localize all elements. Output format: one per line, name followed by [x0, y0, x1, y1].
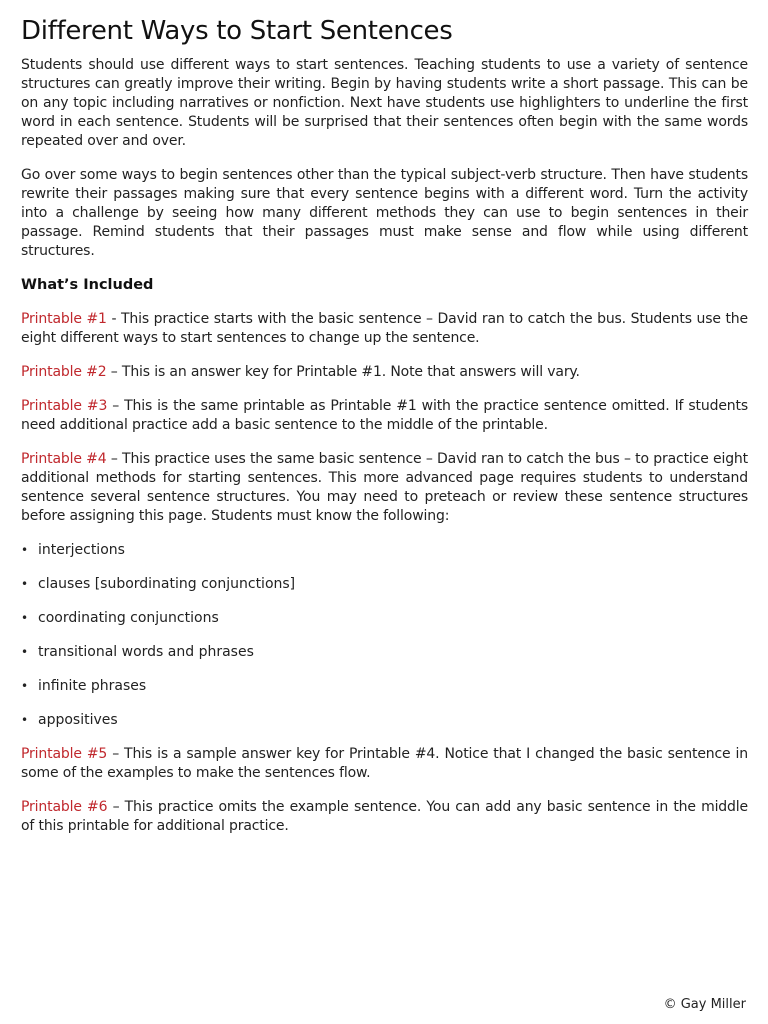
- intro-paragraph-1: Students should use different ways to start sentences. Teaching students to use a variety of sentence structures can greatly improve their writing. Begin by having students write a short passage. This can be on any topic including narratives or nonfiction. Next have students use highlighters to underline the first word in each sentence. Students will be surprised that their sentences often begin with the same words repeated over and over.: [21, 57, 748, 149]
- printable-2-paragraph: [21, 363, 748, 382]
- printable-2-label: Printable #2: [21, 364, 107, 380]
- list-item-text: interjections: [38, 542, 125, 558]
- printable-4-text: – This practice uses the same basic sentence – David ran to catch the bus – to practice eight additional methods for starting sentences. This more advanced page requires students to understand sentence several sentence structures. You may need to preteach or review these sentence structures before assigning this page. Students must know the following:: [21, 451, 748, 524]
- printable-1-text: - This practice starts with the basic sentence – David ran to catch the bus. Students use the eight different ways to start sentences to change up the sentence.: [21, 311, 748, 346]
- section-heading-whats-included: What’s Included: [21, 277, 154, 293]
- bullet-icon: •: [21, 543, 29, 557]
- bullet-icon: •: [21, 645, 29, 659]
- printable-3-label: Printable #3: [21, 398, 108, 414]
- list-item: [21, 711, 748, 730]
- list-item: [21, 643, 748, 662]
- list-item: [21, 541, 748, 560]
- page-title: Different Ways to Start Sentences: [21, 16, 453, 46]
- printable-3-text: – This is the same printable as Printable #1 with the practice sentence omitted. If students need additional practice add a basic sentence to the middle of the printable.: [21, 398, 748, 433]
- bullet-icon: •: [21, 577, 29, 591]
- printable-6-text: – This practice omits the example sentence. You can add any basic sentence in the middle of this printable for additional practice.: [21, 799, 748, 834]
- printable-1-label: Printable #1: [21, 311, 107, 327]
- printable-5-label: Printable #5: [21, 746, 108, 762]
- printable-6-label: Printable #6: [21, 799, 108, 815]
- list-item: [21, 677, 748, 696]
- printable-4-paragraph: [21, 450, 748, 526]
- list-item-text: clauses [subordinating conjunctions]: [38, 576, 296, 592]
- copyright-footer: © Gay Miller: [663, 997, 746, 1012]
- printable-5-text: – This is a sample answer key for Printable #4. Notice that I changed the basic sentence in some of the examples to make the sentences flow.: [21, 746, 748, 781]
- printable-3-paragraph: [21, 397, 748, 435]
- list-item: [21, 609, 748, 628]
- list-item-text: infinite phrases: [38, 678, 147, 694]
- printable-4-label: Printable #4: [21, 451, 107, 467]
- printable-5-paragraph: [21, 745, 748, 783]
- sentence-structure-list: [21, 541, 748, 730]
- printable-2-text: – This is an answer key for Printable #1. Note that answers will vary.: [106, 364, 580, 380]
- list-item: [21, 575, 748, 594]
- intro-paragraph-2: Go over some ways to begin sentences other than the typical subject-verb structure. Then have students rewrite their passages making sure that every sentence begins with a different word. Turn the activity into a challenge by seeing how many different methods they can use to begin sentences in their passage. Remind students that their passages must make sense and flow while using different structures.: [21, 167, 748, 259]
- list-item-text: coordinating conjunctions: [38, 610, 219, 626]
- bullet-icon: •: [21, 679, 29, 693]
- bullet-icon: •: [21, 713, 29, 727]
- printable-6-paragraph: [21, 798, 748, 836]
- list-item-text: transitional words and phrases: [38, 644, 254, 660]
- printable-1-paragraph: [21, 310, 748, 348]
- bullet-icon: •: [21, 611, 29, 625]
- list-item-text: appositives: [38, 712, 118, 728]
